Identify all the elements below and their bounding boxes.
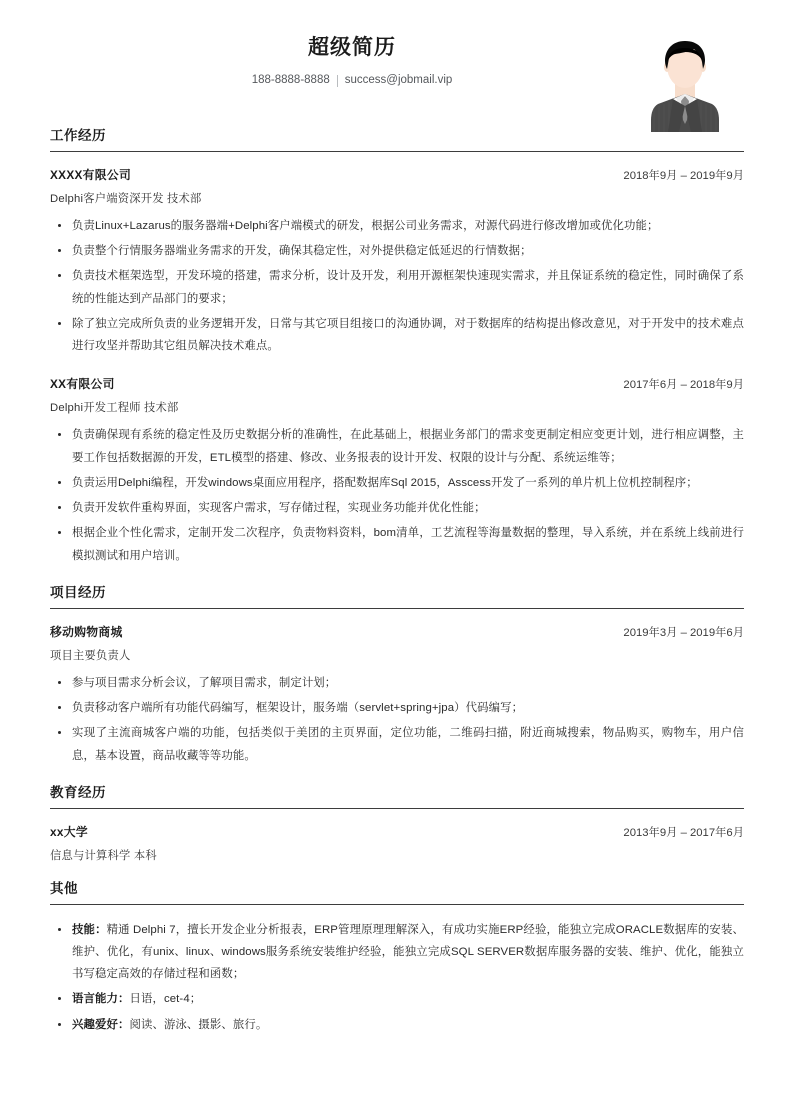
responsibility-list: [50, 215, 744, 357]
section-education: [50, 781, 744, 863]
list-item: 除了独立完成所负责的业务逻辑开发，日常与其它项目组接口的沟通协调，对于数据库的结构提出修改意见，对于开发中的技术难点进行攻坚并帮助其它组员解决技术难点。: [50, 313, 744, 357]
other-list: [50, 919, 744, 1036]
company-name: XX有限公司: [50, 377, 115, 392]
work-entry: [50, 166, 744, 357]
language-label: 语言能力：: [72, 993, 130, 1006]
skill-label: 技能：: [72, 923, 107, 936]
header-center-block: [50, 34, 744, 88]
project-role: 项目主要负责人: [50, 649, 131, 662]
skill-text: 精通 Delphi 7，擅长开发企业分析报表，ERP管理原理理解深入，有成功实施ERP经验，能独立完成ORACLE数据库的安装、维护、优化，有unix、linux、windows服务系统安装维护经验，能独立完成SQL SERVER数据库服务器的安装、维护、优化，能独立书写稳定高效的存储过程和函数；: [72, 923, 744, 981]
major-degree: 信息与计算科学 本科: [50, 849, 157, 862]
company-name: XXXX有限公司: [50, 168, 132, 182]
list-item: 根据企业个性化需求，定制开发二次程序，负责物料资料，bom清单，工艺流程等海量数据的整理，导入系统，并在系统上线前进行模拟测试和用户培训。: [50, 522, 744, 566]
list-item: [50, 988, 744, 1010]
section-project-experience: [50, 581, 744, 767]
language-text: 日语，cet-4；: [129, 993, 202, 1006]
date-range: 2013年9月 – 2017年6月: [623, 826, 744, 839]
list-item: 负责移动客户端所有功能代码编写，框架设计，服务端（servlet+spring+jpa）代码编写；: [50, 697, 744, 719]
section-divider: [50, 808, 744, 809]
hobby-label: 兴趣爱好：: [72, 1018, 130, 1031]
section-divider: [50, 608, 744, 609]
responsibility-list: [50, 424, 744, 566]
list-item: 负责整个行情服务器端业务需求的开发，确保其稳定性，对外提供稳定低延迟的行情数据；: [50, 240, 744, 262]
list-item: 负责技术框架选型，开发环境的搭建，需求分析，设计及开发，利用开源框架快速现实需求，并且保证系统的稳定性，同时确保了系统的性能达到产品部门的要求；: [50, 265, 744, 309]
project-detail-list: [50, 672, 744, 767]
section-title-education: 教育经历: [50, 784, 106, 800]
work-entry: [50, 375, 744, 566]
section-divider: [50, 151, 744, 152]
section-title-work: 工作经历: [50, 128, 106, 143]
list-item: [50, 1014, 744, 1036]
avatar: [642, 28, 728, 136]
section-work-experience: [50, 124, 744, 567]
list-item: 负责确保现有系统的稳定性及历史数据分析的准确性，在此基础上，根据业务部门的需求变更制定相应变更计划，进行相应调整，主要工作包括数据源的开发，ETL模型的搭建、修改、业务报表的设计开发、权限的设计与分配、系统运维等；: [50, 424, 744, 468]
section-title-other: 其他: [50, 880, 78, 896]
job-title-department: Delphi开发工程师 技术部: [50, 402, 179, 415]
entry-header: [50, 166, 744, 183]
person-avatar-icon: [642, 28, 728, 136]
date-range: 2017年6月 – 2018年9月: [623, 379, 744, 392]
project-entry: [50, 623, 744, 767]
list-item: [50, 919, 744, 986]
list-item: 实现了主流商城客户端的功能，包括类似于美团的主页界面，定位功能，二维码扫描，附近商城搜索，物品购买，购物车，用户信息，基本设置，商品收藏等等功能。: [50, 722, 744, 766]
section-title-project: 项目经历: [50, 584, 106, 600]
contact-separator-icon: [337, 75, 338, 87]
hobby-text: 阅读、游泳、摄影、旅行。: [129, 1018, 268, 1031]
list-item: 负责Linux+Lazarus的服务器端+Delphi客户端模式的研发，根据公司业务需求，对源代码进行修改增加或优化功能；: [50, 215, 744, 237]
job-title-department: Delphi客户端资深开发 技术部: [50, 193, 202, 205]
page-title: 超级简历: [308, 36, 396, 59]
resume-header: [50, 0, 744, 110]
section-other: [50, 877, 744, 1036]
education-entry: [50, 823, 744, 863]
email-address: success@jobmail.vip: [344, 74, 453, 87]
date-range: 2018年9月 – 2019年9月: [623, 170, 744, 182]
section-divider: [50, 904, 744, 905]
list-item: 负责运用Delphi编程，开发windows桌面应用程序，搭配数据库Sql 2015，Asscess开发了一系列的单片机上位机控制程序；: [50, 472, 744, 494]
entry-header: [50, 375, 744, 392]
date-range: 2019年3月 – 2019年6月: [623, 626, 744, 639]
list-item: 负责开发软件重构界面，实现客户需求，写存储过程，实现业务功能并优化性能；: [50, 497, 744, 519]
school-name: xx大学: [50, 824, 88, 839]
list-item: 参与项目需求分析会议，了解项目需求，制定计划；: [50, 672, 744, 694]
phone-number: 188-8888-8888: [251, 74, 330, 87]
project-name: 移动购物商城: [50, 624, 123, 639]
entry-header: [50, 823, 744, 840]
contact-line: [50, 73, 654, 88]
entry-header: [50, 623, 744, 640]
